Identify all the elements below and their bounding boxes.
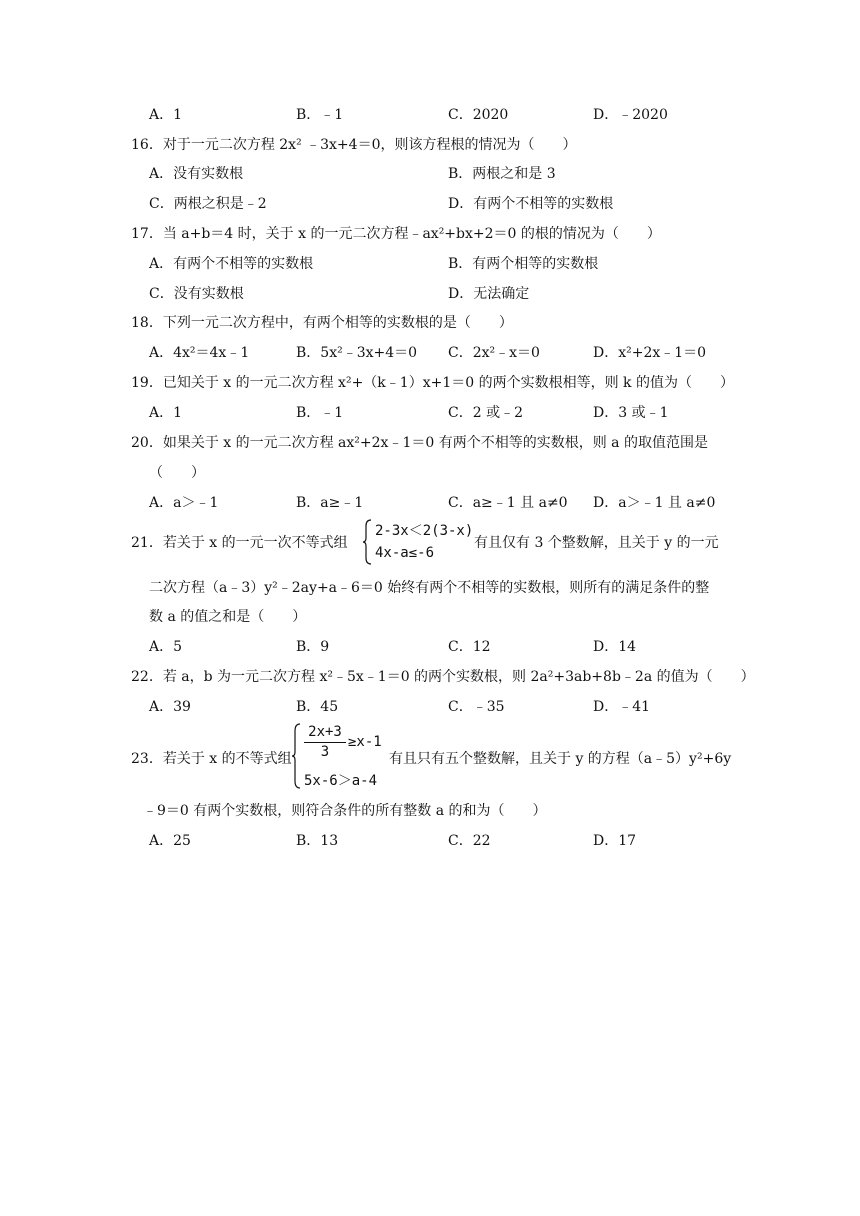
left-brace-icon [363,518,373,566]
q17-option-a: A．有两个不相等的实数根 [149,256,314,272]
q17-option-c: C．没有实数根 [149,286,244,302]
q21-stem-line-3: 数 a 的值之和是（ ） [149,609,307,625]
q22-stem: 22．若 a，b 为一元二次方程 x²﹣5x﹣1＝0 的两个实数根，则 2a²+3ab+8b﹣2a 的值为（ ） [131,669,755,685]
q16-option-a: A．没有实数根 [149,166,244,182]
q22-option-b: B．45 [296,699,339,715]
q20-stem-continued: （ ） [149,465,205,481]
q16-option-c: C．两根之积是﹣2 [149,196,267,212]
q21-inequality-system [363,518,475,566]
q19-option-b: B．﹣1 [296,405,344,421]
q19-option-a: A．1 [149,405,183,421]
q15-option-c: C．2020 [448,107,509,123]
q18-stem: 18．下列一元二次方程中，有两个相等的实数根的是（ ） [131,315,513,331]
q21-option-a: A．5 [149,639,183,655]
q21-option-d: D．14 [593,639,637,655]
q23-option-a: A．25 [149,833,191,849]
q15-option-b: B．﹣1 [296,107,344,123]
q23-inequality-system [292,722,392,792]
q19-option-c: C．2 或﹣2 [448,405,523,421]
q23-stem-suffix: 有且只有五个整数解，且关于 y 的方程（a﹣5）y²+6y [389,751,732,767]
q21-system-line-2: 4x-a≤-6 [375,545,435,561]
q16-option-b: B．两根之和是 3 [448,166,556,182]
q21-system-line-1: 2-3x＜2(3-x) [375,523,474,539]
q19-stem: 19．已知关于 x 的一元二次方程 x²+（k﹣1）x+1＝0 的两个实数根相等，则 k 的值为（ ） [131,375,734,391]
q21-stem-prefix: 21．若关于 x 的一元一次不等式组 [131,535,348,551]
q20-option-c: C．a≥﹣1 且 a≠0 [448,495,568,511]
q18-option-a: A．4x²＝4x﹣1 [149,345,250,361]
q23-option-d: D．17 [593,833,637,849]
q23-fraction-denominator: 3 [320,744,330,760]
q17-stem: 17．当 a+b＝4 时，关于 x 的一元二次方程﹣ax²+bx+2＝0 的根的情况为（ ） [131,226,661,242]
q19-option-d: D．3 或﹣1 [593,405,669,421]
q15-option-a: A．1 [149,107,183,123]
q23-option-c: C．22 [448,833,491,849]
q18-option-b: B．5x²﹣3x+4＝0 [296,345,418,361]
q21-option-c: C．12 [448,639,491,655]
q21-option-b: B．9 [296,639,330,655]
q17-option-b: B．有两个相等的实数根 [448,256,599,272]
q17-option-d: D．无法确定 [448,286,530,302]
q20-option-d: D．a＞﹣1 且 a≠0 [593,495,716,511]
q20-stem: 20．如果关于 x 的一元二次方程 ax²+2x﹣1＝0 有两个不相等的实数根，则 a 的取值范围是 [131,435,708,451]
q15-option-d: D．﹣2020 [593,107,668,123]
q22-option-a: A．39 [149,699,191,715]
q16-stem: 16．对于一元二次方程 2x² ﹣3x+4＝0，则该方程根的情况为（ ） [131,137,577,153]
q23-option-b: B．13 [296,833,339,849]
q18-option-d: D．x²+2x﹣1＝0 [593,345,707,361]
q16-option-d: D．有两个不相等的实数根 [448,196,614,212]
q23-stem-prefix: 23．若关于 x 的不等式组 [131,751,292,767]
q23-system-line-1-rhs: ≥x-1 [348,734,382,750]
q23-fraction-bar [304,742,346,743]
q18-option-c: C．2x²﹣x＝0 [448,345,540,361]
q22-option-d: D．﹣41 [593,699,651,715]
q21-stem-suffix: 有且仅有 3 个整数解，且关于 y 的一元 [474,535,719,551]
left-brace-icon [292,722,302,790]
q22-option-c: C．﹣35 [448,699,505,715]
q23-fraction-numerator: 2x+3 [308,724,342,740]
q21-stem-line-2: 二次方程（a﹣3）y²﹣2ay+a﹣6＝0 始终有两个不相等的实数根，则所有的满足条件的整 [149,580,710,596]
q20-option-b: B．a≥﹣1 [296,495,364,511]
q23-stem-line-2: ﹣9＝0 有两个实数根，则符合条件的所有整数 a 的和为（ ） [143,803,547,819]
q23-system-line-2: 5x-6＞a-4 [304,773,378,789]
q20-option-a: A．a＞﹣1 [149,495,219,511]
